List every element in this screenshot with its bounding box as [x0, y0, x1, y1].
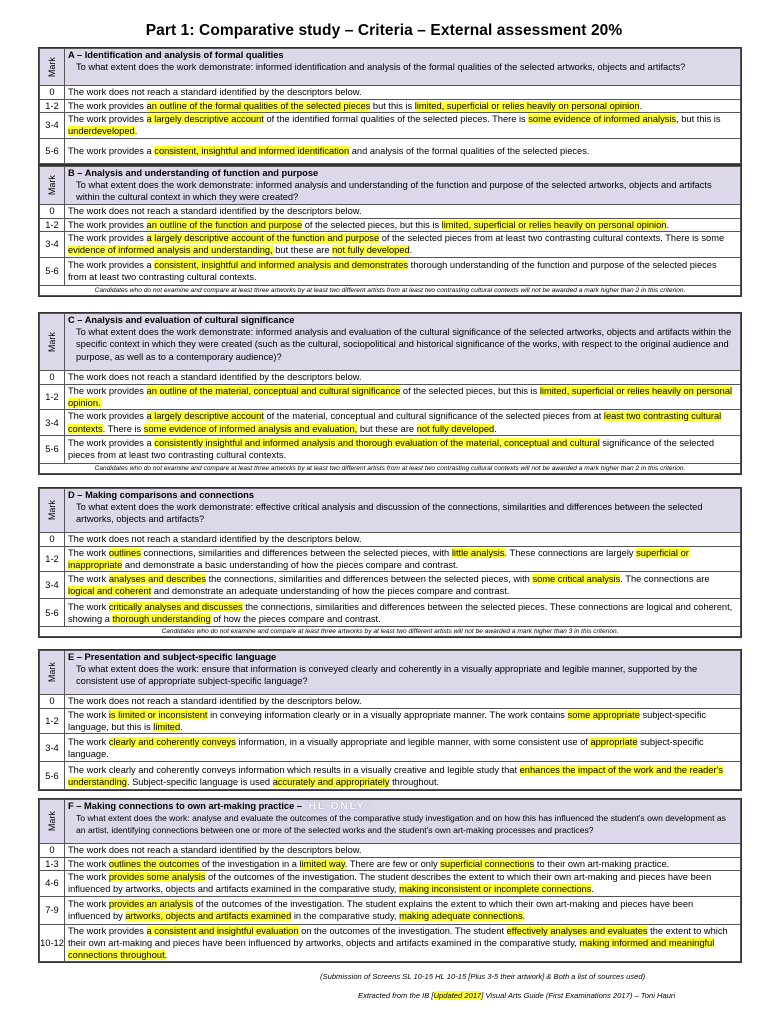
criterion-header: [65, 800, 741, 844]
descriptor-text: [65, 924, 741, 962]
highlighted-phrase: making adequate connections: [399, 911, 523, 922]
descriptor-row: [40, 86, 741, 100]
descriptor-row: [40, 100, 741, 113]
mark-label-text: Mark: [46, 811, 57, 832]
descriptor-row: [40, 371, 741, 385]
descriptor-row: [40, 232, 741, 257]
mark-band: 5-6: [40, 138, 65, 163]
mark-band: 0: [40, 533, 65, 547]
criterion-c: [38, 312, 742, 475]
descriptor-text: [65, 410, 741, 435]
descriptor-phrase: .: [494, 423, 497, 434]
descriptor-row: [40, 572, 741, 599]
descriptor-phrase: the connections, similarities and differences between the selected pieces. These connections are logical and coherent, showing a: [68, 601, 733, 624]
descriptor-phrase: The work: [68, 872, 109, 883]
mark-band: 1-3: [40, 858, 65, 871]
highlighted-phrase: outlines: [108, 548, 141, 558]
highlighted-phrase: critically analyses and discusses: [108, 601, 243, 612]
descriptor-row: [40, 113, 741, 138]
descriptor-text: [65, 547, 741, 572]
highlighted-phrase: evidence of informed analysis and understanding,: [68, 245, 273, 256]
descriptor-text: [65, 695, 741, 709]
mark-band: 5-6: [40, 762, 65, 790]
descriptor-row: [40, 709, 741, 734]
criterion-name: Making connections to own art-making practice –: [84, 801, 303, 811]
highlighted-phrase: effectively analyses and evaluates: [506, 925, 648, 936]
descriptor-phrase: The work does not reach a standard identified by the descriptors below.: [68, 696, 362, 707]
highlighted-phrase: limited way: [299, 859, 345, 869]
highlighted-phrase: consistently insightful and informed analysis and thorough evaluation of the material, conceptual and cultural: [154, 438, 600, 449]
descriptor-row: [40, 734, 741, 762]
descriptor-phrase: but this is: [370, 101, 415, 111]
descriptor-phrase: .: [591, 884, 594, 895]
descriptor-row: [40, 924, 741, 962]
mark-band: 10-12: [40, 924, 65, 962]
highlighted-phrase: clearly and coherently conveys: [108, 736, 236, 747]
highlighted-phrase: making inconsistent or incomplete connections: [399, 884, 592, 895]
descriptor-phrase: The work provides: [68, 114, 147, 125]
descriptor-phrase: The work provides: [68, 386, 147, 396]
highlighted-phrase: underdeveloped: [68, 126, 135, 137]
descriptor-phrase: . These connections are largely: [504, 548, 637, 558]
criterion-e: [38, 649, 742, 791]
descriptor-text: [65, 896, 741, 924]
descriptor-text: [65, 533, 741, 547]
mark-band: 5-6: [40, 435, 65, 463]
criterion-name: Presentation and subject-specific language: [84, 652, 277, 662]
descriptor-phrase: of the outcomes of the investigation. The student describes the extent to which their own art-making and pieces have been influenced by artworks, objects and artifacts examined in the comparative study,: [68, 872, 712, 895]
descriptor-phrase: The work provides a: [68, 438, 155, 449]
criterion-question: To what extent does the work: ensure that information is conveyed clearly and coherently in a visually appropriate and legible manner, supported by the consistent use of appropriate subject-specific language?: [76, 664, 698, 687]
descriptor-phrase: of the material, conceptual and cultural significance of the selected pieces from at: [263, 411, 604, 422]
criterion-letter: D: [68, 490, 75, 500]
descriptor-phrase: connections, similarities and differences between the selected pieces, with: [140, 548, 452, 558]
descriptor-phrase: The work: [68, 574, 109, 585]
mark-label-text: Mark: [46, 56, 57, 77]
descriptor-phrase: the connections, similarities and differences between the selected pieces, with: [206, 574, 533, 585]
criterion-letter: F: [68, 801, 74, 811]
descriptor-text: [65, 871, 741, 896]
descriptor-row: [40, 547, 741, 572]
descriptor-row: [40, 205, 741, 219]
mark-band: 0: [40, 695, 65, 709]
descriptor-phrase: The work: [68, 710, 109, 720]
criterion-table: [39, 313, 741, 474]
descriptor-phrase: , but this is: [676, 114, 721, 125]
descriptor-phrase: .: [180, 722, 183, 733]
highlighted-phrase: not fully developed: [332, 245, 410, 256]
descriptor-row: [40, 435, 741, 463]
highlighted-phrase: enhances the impact of the work and the reader's understanding: [68, 764, 723, 787]
criterion-question: To what extent does the work demonstrate: effective critical analysis and discussion of the connections, similarities and differences between the selected artworks, objects and artifacts?: [76, 502, 703, 525]
descriptor-phrase: .: [409, 245, 413, 256]
highlighted-phrase: superficial or inappropriate: [68, 548, 689, 571]
descriptor-phrase: of the selected pieces from at least two contrasting cultural contexts. There is some: [379, 233, 725, 244]
highlighted-phrase: limited, superficial or relies heavily on personal opinion.: [68, 386, 733, 409]
highlighted-phrase: limited, superficial or relies heavily on personal opinion: [414, 101, 640, 111]
mark-column-label: [40, 314, 65, 371]
criterion-question: To what extent does the work demonstrate: informed analysis and understanding of the function and purpose of the selected artworks, objects and artifacts within the cultural context in which they were created?: [76, 180, 712, 203]
mark-band: 0: [40, 371, 65, 385]
highlighted-phrase: provides some analysis: [108, 872, 206, 883]
descriptor-phrase: and analysis of the formal qualities of the selected pieces.: [349, 145, 590, 156]
mark-label-text: Mark: [46, 500, 57, 521]
criterion-letter: E: [68, 652, 75, 662]
criterion-question: To what extent does the work: analyse and evaluate the outcomes of the comparative study investigation and on how this has influenced the student's own development as an artist, identifying connections between one or more of the selected works and the student's own art-making processes and practices?: [76, 813, 726, 835]
mark-band: 0: [40, 205, 65, 219]
descriptor-phrase: . The connections are: [620, 574, 710, 585]
mark-label-text: Mark: [46, 331, 57, 352]
highlighted-phrase: a largely descriptive account: [146, 114, 264, 125]
criterion-title: C – Analysis and evaluation of cultural significance: [68, 315, 295, 325]
mark-band: 1-2: [40, 385, 65, 410]
descriptor-phrase: of the selected pieces, but this is: [302, 220, 442, 230]
criterion-f: [38, 798, 742, 963]
descriptor-phrase: The work provides a: [68, 259, 155, 270]
descriptor-phrase: The work does not reach a standard identified by the descriptors below.: [68, 87, 362, 98]
criterion-header: [65, 314, 741, 371]
descriptor-phrase: .: [134, 126, 138, 137]
criterion-name: Making comparisons and connections: [85, 490, 254, 500]
highlighted-phrase: some evidence of informed analysis and evaluation,: [143, 423, 358, 434]
descriptor-text: [65, 371, 741, 385]
descriptor-phrase: . There are few or only: [344, 859, 441, 869]
mark-column-label: [40, 167, 65, 205]
criterion-a: [38, 47, 742, 165]
descriptor-phrase: and demonstrate an adequate understanding of how the pieces compare and contrast.: [151, 586, 510, 597]
criterion-letter: A: [68, 50, 75, 60]
descriptor-text: [65, 762, 741, 790]
descriptor-phrase: of the investigation in a: [199, 859, 300, 869]
descriptor-phrase: The work: [68, 736, 109, 747]
highlighted-phrase: a largely descriptive account: [146, 411, 264, 422]
criterion-table: [39, 48, 741, 164]
descriptor-row: [40, 858, 741, 871]
descriptor-phrase: subject-specific language.: [68, 736, 704, 759]
descriptor-text: [65, 385, 741, 410]
criterion-question: To what extent does the work demonstrate: informed analysis and evaluation of the cultural significance of the selected artworks, objects and artifacts within the specific context in which they were created (such as the cultural, sociopolitical and historical significance of the works, with respect to the original audience and purpose, as well as to a contemporary audience)?: [76, 327, 732, 362]
highlighted-phrase: limited: [153, 722, 181, 733]
descriptor-text: [65, 219, 741, 232]
highlighted-phrase: some evidence of informed analysis: [528, 114, 677, 125]
descriptor-row: [40, 896, 741, 924]
mark-band: 1-2: [40, 219, 65, 232]
criterion-name: Identification and analysis of formal qualities: [84, 50, 284, 60]
mark-column-label: [40, 489, 65, 533]
criterion-question: To what extent does the work demonstrate: informed identification and analysis of the formal qualities of the selected artworks, objects and artifacts?: [76, 62, 686, 73]
descriptor-phrase: The work provides: [68, 411, 147, 422]
highlighted-phrase: an outline of the material, conceptual and cultural significance: [146, 386, 401, 396]
mark-band: 3-4: [40, 572, 65, 599]
criterion-note: Candidates who do not examine and compare at least three artworks by at least two different artists from at least two contrasting cultural contexts will not be awarded a mark higher than 2 in this criterion.: [40, 463, 741, 473]
descriptor-phrase: .: [666, 220, 670, 230]
criterion-letter: B: [68, 168, 75, 178]
descriptor-phrase: The work does not reach a standard identified by the descriptors below.: [68, 534, 362, 545]
descriptor-phrase: The work: [68, 859, 109, 869]
descriptor-phrase: The work provides: [68, 101, 147, 111]
highlighted-phrase: superficial connections: [440, 859, 535, 869]
descriptor-phrase: The work clearly and coherently conveys information which results in a visually creative and legible study that: [68, 764, 520, 775]
highlighted-phrase: is limited or inconsistent: [108, 710, 208, 720]
mark-band: 3-4: [40, 232, 65, 257]
mark-band: 1-2: [40, 547, 65, 572]
highlighted-phrase: an outline of the formal qualities of the selected pieces: [146, 101, 371, 111]
descriptor-text: [65, 599, 741, 627]
highlighted-phrase: limited, superficial or relies heavily on personal opinion: [441, 220, 667, 230]
descriptor-phrase: in conveying information clearly or in a visually appropriate manner. The work contains: [207, 710, 568, 720]
criterion-table: [39, 488, 741, 637]
descriptor-phrase: . Subject-specific language is used: [126, 776, 273, 787]
mark-label-text: Mark: [46, 175, 57, 196]
descriptor-row: [40, 533, 741, 547]
criterion-letter: C: [68, 315, 75, 325]
descriptor-row: [40, 599, 741, 627]
source-credit-before: Extracted from the IB [: [358, 991, 434, 1000]
descriptor-phrase: . There is: [102, 423, 144, 434]
mark-band: 3-4: [40, 113, 65, 138]
highlighted-phrase: provides an analysis: [108, 898, 194, 909]
mark-column-label: [40, 651, 65, 695]
criterion-header: [65, 49, 741, 86]
mark-label-text: Mark: [46, 662, 57, 683]
descriptor-row: [40, 695, 741, 709]
highlighted-phrase: accurately and appropriately: [272, 776, 390, 787]
criterion-header: [65, 167, 741, 205]
criterion-table: [39, 650, 741, 790]
mark-band: 3-4: [40, 410, 65, 435]
descriptor-phrase: in the comparative study,: [291, 911, 400, 922]
criterion-title: B – Analysis and understanding of function and purpose: [68, 168, 319, 178]
descriptor-phrase: The work does not reach a standard identified by the descriptors below.: [68, 845, 362, 856]
descriptor-phrase: The work does not reach a standard identified by the descriptors below.: [68, 206, 362, 217]
highlighted-phrase: analyses and describes: [108, 574, 206, 585]
criterion-title: F – Making connections to own art-making practice – HL ONLY: [68, 800, 737, 813]
descriptor-phrase: .: [522, 911, 526, 922]
mark-band: 1-2: [40, 100, 65, 113]
descriptor-phrase: .: [164, 950, 168, 961]
descriptor-phrase: the extent to which their own art-making and pieces have been influenced by artworks, objects and artifacts examined in the comparative study,: [68, 925, 728, 948]
mark-band: 7-9: [40, 896, 65, 924]
highlighted-phrase: some critical analysis: [532, 574, 621, 585]
highlighted-phrase: thorough understanding: [112, 613, 211, 624]
source-credit-highlight: Updated 2017: [433, 991, 482, 1000]
criterion-table: [39, 166, 741, 296]
descriptor-phrase: and demonstrate a basic understanding of how the pieces compare and contrast.: [122, 560, 459, 571]
highlighted-phrase: an outline of the function and purpose: [146, 220, 303, 230]
descriptor-text: [65, 734, 741, 762]
criterion-d: [38, 487, 742, 638]
descriptor-text: [65, 858, 741, 871]
highlighted-phrase: appropriate: [590, 736, 638, 747]
descriptor-phrase: The work provides a: [68, 145, 155, 156]
descriptor-phrase: The work: [68, 601, 109, 612]
mark-band: 5-6: [40, 599, 65, 627]
descriptor-row: [40, 871, 741, 896]
highlighted-phrase: little analysis: [451, 548, 505, 558]
descriptor-text: [65, 232, 741, 257]
submission-note: (Submission of Screens SL 10-15 HL 10-15 [Plus 3-5 their artwork] & Both a list of sources used): [320, 972, 646, 981]
mark-column-label: [40, 49, 65, 86]
highlighted-phrase: making informed and meaningful connections throughout: [68, 937, 715, 961]
descriptor-phrase: of the selected pieces, but this is: [400, 386, 540, 396]
descriptor-row: [40, 219, 741, 232]
criterion-table: [39, 799, 741, 962]
descriptor-phrase: The work: [68, 898, 109, 909]
descriptor-phrase: on the outcomes of the investigation. The student: [298, 925, 507, 936]
descriptor-phrase: subject-specific language, but this is: [68, 710, 707, 733]
descriptor-text: [65, 113, 741, 138]
descriptor-row: [40, 385, 741, 410]
mark-column-label: [40, 800, 65, 844]
descriptor-row: [40, 844, 741, 858]
descriptor-phrase: information, in a visually appropriate and legible manner, with some consistent use of: [235, 736, 591, 747]
descriptor-phrase: throughout.: [389, 776, 440, 787]
descriptor-text: [65, 709, 741, 734]
criterion-b: [38, 165, 742, 297]
criterion-title: D – Making comparisons and connections: [68, 490, 254, 500]
descriptor-phrase: The work: [68, 548, 109, 558]
highlighted-phrase: artworks, objects and artifacts examined: [125, 911, 292, 922]
criterion-name: Analysis and understanding of function and purpose: [84, 168, 319, 178]
highlighted-phrase: logical and coherent: [68, 586, 152, 597]
highlighted-phrase: consistent, insightful and informed identification: [154, 145, 350, 156]
descriptor-text: [65, 138, 741, 163]
descriptor-text: [65, 257, 741, 285]
descriptor-row: [40, 138, 741, 163]
descriptor-phrase: of the outcomes of the investigation. The student explains the extent to which their own art-making and pieces have been influenced by: [68, 898, 694, 922]
mark-band: 0: [40, 844, 65, 858]
descriptor-phrase: The work does not reach a standard identified by the descriptors below.: [68, 372, 362, 383]
descriptor-text: [65, 86, 741, 100]
descriptor-text: [65, 844, 741, 858]
descriptor-row: [40, 257, 741, 285]
descriptor-row: [40, 410, 741, 435]
mark-band: 5-6: [40, 257, 65, 285]
descriptor-text: [65, 100, 741, 113]
hl-only-badge: HL ONLY: [305, 801, 370, 813]
mark-band: 3-4: [40, 734, 65, 762]
criterion-note: Candidates who do not examine and compare at least three artworks by at least two different artists will not be awarded a mark higher than 3 in this criterion.: [40, 627, 741, 637]
descriptor-phrase: The work provides: [68, 925, 147, 936]
highlighted-phrase: a largely descriptive account of the function and purpose: [146, 233, 380, 244]
descriptor-phrase: of how the pieces compare and contrast.: [210, 613, 381, 624]
descriptor-phrase: significance of the selected pieces from at least two contrasting cultural contexts.: [68, 438, 715, 461]
source-credit-after: ] Visual Arts Guide (First Examinations 2017) – Toni Hauri: [481, 991, 676, 1000]
descriptor-phrase: The work provides: [68, 220, 147, 230]
descriptor-text: [65, 572, 741, 599]
descriptor-phrase: but these are: [357, 423, 417, 434]
criterion-name: Analysis and evaluation of cultural significance: [84, 315, 295, 325]
highlighted-phrase: not fully developed: [416, 423, 495, 434]
highlighted-phrase: consistent, insightful and informed analysis and demonstrates: [154, 259, 409, 270]
descriptor-phrase: .: [639, 101, 643, 111]
descriptor-phrase: to their own art-making practice.: [534, 859, 670, 869]
highlighted-phrase: a consistent and insightful evaluation: [146, 925, 299, 936]
source-credit: [358, 991, 675, 1000]
descriptor-row: [40, 762, 741, 790]
highlighted-phrase: some appropriate: [567, 710, 640, 720]
criterion-note: Candidates who do not examine and compare at least three artworks by at least two different artists from at least two contrasting cultural contexts will not be awarded a mark higher than 2 in this criterion.: [40, 285, 741, 295]
criterion-header: [65, 651, 741, 695]
mark-band: 1-2: [40, 709, 65, 734]
descriptor-text: [65, 205, 741, 219]
page-title: Part 1: Comparative study – Criteria – External assessment 20%: [145, 22, 623, 39]
highlighted-phrase: outlines the outcomes: [108, 859, 200, 869]
descriptor-phrase: thorough understanding of the function and purpose of the selected pieces from at least two contrasting cultural contexts.: [68, 259, 717, 283]
criterion-title: A – Identification and analysis of formal qualities: [68, 50, 284, 60]
descriptor-text: [65, 435, 741, 463]
descriptor-phrase: The work provides: [68, 233, 147, 244]
criterion-header: [65, 489, 741, 533]
descriptor-phrase: of the identified formal qualities of the selected pieces. There is: [263, 114, 529, 125]
mark-band: 0: [40, 86, 65, 100]
criterion-title: E – Presentation and subject-specific language: [68, 652, 277, 662]
highlighted-phrase: least two contrasting cultural contexts: [68, 411, 722, 434]
descriptor-phrase: but these are: [272, 245, 333, 256]
mark-band: 4-6: [40, 871, 65, 896]
